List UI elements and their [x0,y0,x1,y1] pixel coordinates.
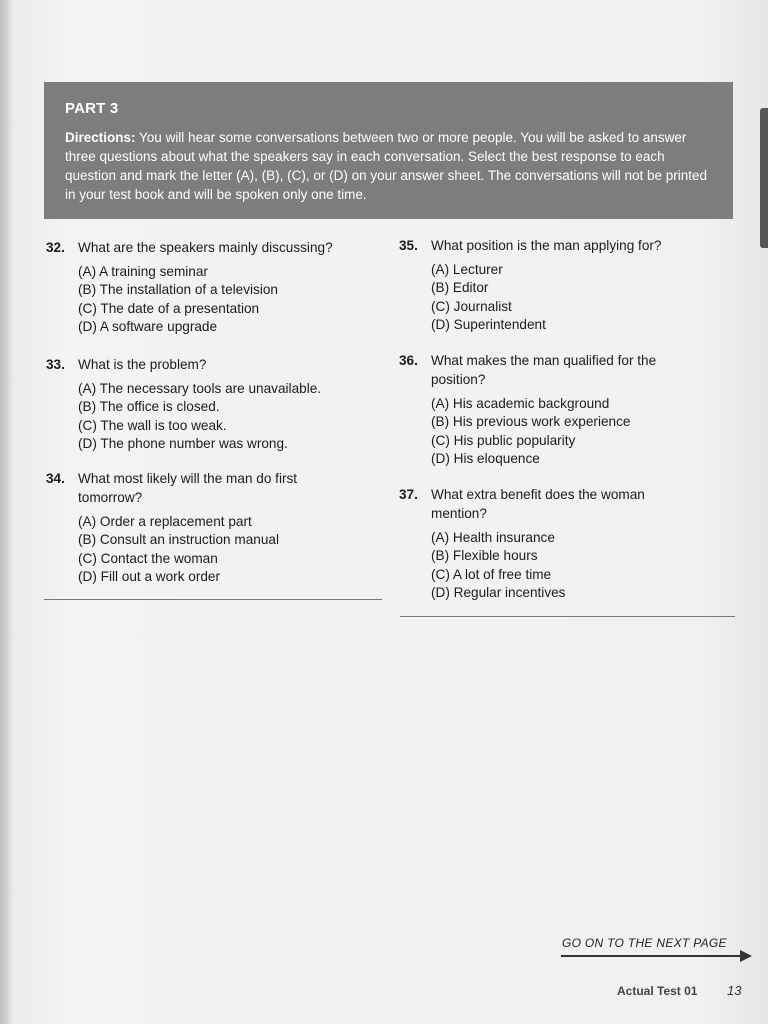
section-divider-right [400,616,735,617]
option-c: (C) The wall is too weak. [78,417,227,433]
option-d: (D) Regular incentives [431,585,566,601]
option-c: (C) His public popularity [431,432,576,448]
option-d: (D) Superintendent [431,317,546,333]
answer-options [431,261,729,335]
page-edge-tab [760,108,768,248]
question-number: 35. [399,238,418,253]
question-number: 36. [399,353,418,368]
option-b: (B) Editor [431,280,489,296]
answer-options [78,513,346,587]
question-34 [46,469,346,587]
question-number: 32. [46,240,65,255]
question-35 [399,236,729,335]
part-header-box [44,82,733,219]
directions-paragraph [65,128,713,204]
option-c: (C) The date of a presentation [78,300,260,316]
answer-options [78,380,376,454]
question-text: What are the speakers mainly discussing? [78,240,333,255]
directions-text: You will hear some conversations between two or more people. You will be asked to answer three questions about what the speakers say in each conversation. Select the best response to each question and mark the letter (A), (B), (C), or (D) on your answer sheet. The conversations will not be printed in your test book and will be spoken only one time. [65,130,708,202]
question-36 [399,351,704,469]
question-number: 37. [399,487,418,502]
question-text: What is the problem? [78,357,207,372]
arrow-head-icon [740,950,752,962]
option-b: (B) The installation of a television [78,282,278,298]
option-c: (C) Journalist [431,298,512,314]
option-d: (D) His eloquence [431,451,540,467]
option-a: (A) Order a replacement part [78,514,252,529]
option-a: (A) The necessary tools are unavailable. [78,381,322,396]
directions-label: Directions: [65,130,136,145]
option-b: (B) Flexible hours [431,548,538,564]
page-number: 13 [727,983,742,998]
question-32 [46,238,376,337]
question-33 [46,355,376,454]
option-d: (D) The phone number was wrong. [78,436,288,452]
question-number: 33. [46,357,65,372]
question-37 [399,485,694,603]
option-a: (A) Lecturer [431,262,503,277]
option-d: (D) Fill out a work order [78,569,221,585]
question-text: What position is the man applying for? [431,238,662,253]
option-b: (B) Consult an instruction manual [78,532,279,548]
option-d: (D) A software upgrade [78,319,218,335]
go-next-page-label: GO ON TO THE NEXT PAGE [562,936,727,950]
option-c: (C) A lot of free time [431,566,552,582]
part-title: PART 3 [65,100,119,117]
answer-options [78,263,376,337]
option-b: (B) His previous work experience [431,414,631,430]
option-c: (C) Contact the woman [78,550,218,566]
binding-shadow [0,0,12,1024]
question-text: What extra benefit does the woman mention? [431,487,645,521]
answer-options [431,395,704,469]
option-b: (B) The office is closed. [78,399,220,415]
section-divider-left [44,599,382,600]
arrow-right-icon [561,955,743,957]
question-text: What makes the man qualified for the position? [431,353,657,387]
option-a: (A) His academic background [431,396,610,411]
answer-options [431,529,694,603]
question-number: 34. [46,471,65,486]
question-text: What most likely will the man do first tomorrow? [78,471,298,505]
test-label: Actual Test 01 [617,984,698,998]
option-a: (A) Health insurance [431,530,555,545]
option-a: (A) A training seminar [78,264,208,279]
